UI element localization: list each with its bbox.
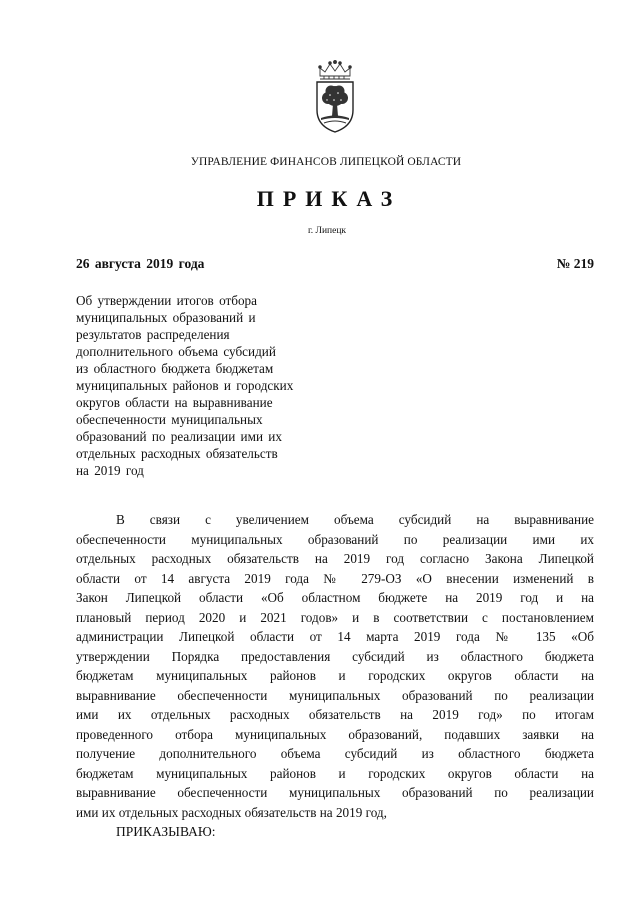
subject-line: из областного бюджета бюджетам xyxy=(76,361,274,376)
subject-line: результатов распределения xyxy=(76,327,230,342)
body-line: выравнивание обеспеченности муниципальных образований по реализации xyxy=(76,785,594,800)
subject-line: муниципальных образований и xyxy=(76,310,256,325)
body-line: администрации Липецкой области от 14 марта 2019 года № 135 «Об xyxy=(76,629,594,644)
subject-line: дополнительного объема субсидий xyxy=(76,344,276,359)
body-line: ими их отдельных расходных обязательств на 2019 год» по итогам xyxy=(76,707,594,722)
body-line: отдельных расходных обязательств на 2019 год согласно Закона Липецкой xyxy=(76,551,594,566)
subject-line: муниципальных районов и городских xyxy=(76,378,294,393)
subject-line: округов области на выравнивание xyxy=(76,395,273,410)
body-line: Закон Липецкой области «Об областном бюджете на 2019 год и на xyxy=(76,590,594,605)
body-line: проведенного отбора муниципальных образований, подавших заявки на xyxy=(76,726,594,742)
subject-block xyxy=(76,292,346,479)
subject-line: на 2019 год xyxy=(76,463,144,478)
subject-line: Об утверждении итогов отбора xyxy=(76,293,257,308)
body-line: выравнивание обеспеченности муниципальных образований по реализации xyxy=(76,687,594,703)
body-line: обеспеченности муниципальных образований по реализации ими их xyxy=(76,531,594,547)
document-number: № 219 xyxy=(556,256,594,271)
body-line: области от 14 августа 2019 года № 279-ОЗ «О внесении изменений в xyxy=(76,570,594,586)
body-line: В связи с увеличением объема субсидий на выравнивание xyxy=(116,512,594,527)
city-name: г. Липецк xyxy=(307,226,347,236)
document-type-title: ПРИКАЗ xyxy=(256,186,402,211)
subject-line: образований по реализации ими их xyxy=(76,429,282,444)
body-line: получение дополнительного объема субсидий из областного бюджета xyxy=(76,746,594,761)
coat-of-arms-emblem xyxy=(312,60,358,134)
body-line: утверждении Порядка предоставления субсидий из областного бюджета xyxy=(76,648,594,664)
subject-line: обеспеченности муниципальных xyxy=(76,412,263,427)
body-line: плановый период 2020 и 2021 годов» и в соответствии с постановлением xyxy=(76,609,594,625)
body-line: бюджетам муниципальных районов и городских округов области на xyxy=(76,765,594,781)
order-word: ПРИКАЗЫВАЮ: xyxy=(116,824,216,839)
subject-line: отдельных расходных обязательств xyxy=(76,446,278,461)
body-line: ими их отдельных расходных обязательств на 2019 год, xyxy=(76,804,387,820)
document-date: 26 августа 2019 года xyxy=(76,256,205,271)
body-paragraph xyxy=(76,510,594,822)
body-line: бюджетам муниципальных районов и городских округов области на xyxy=(76,668,594,683)
department-name: УПРАВЛЕНИЕ ФИНАНСОВ ЛИПЕЦКОЙ ОБЛАСТИ xyxy=(190,156,462,168)
